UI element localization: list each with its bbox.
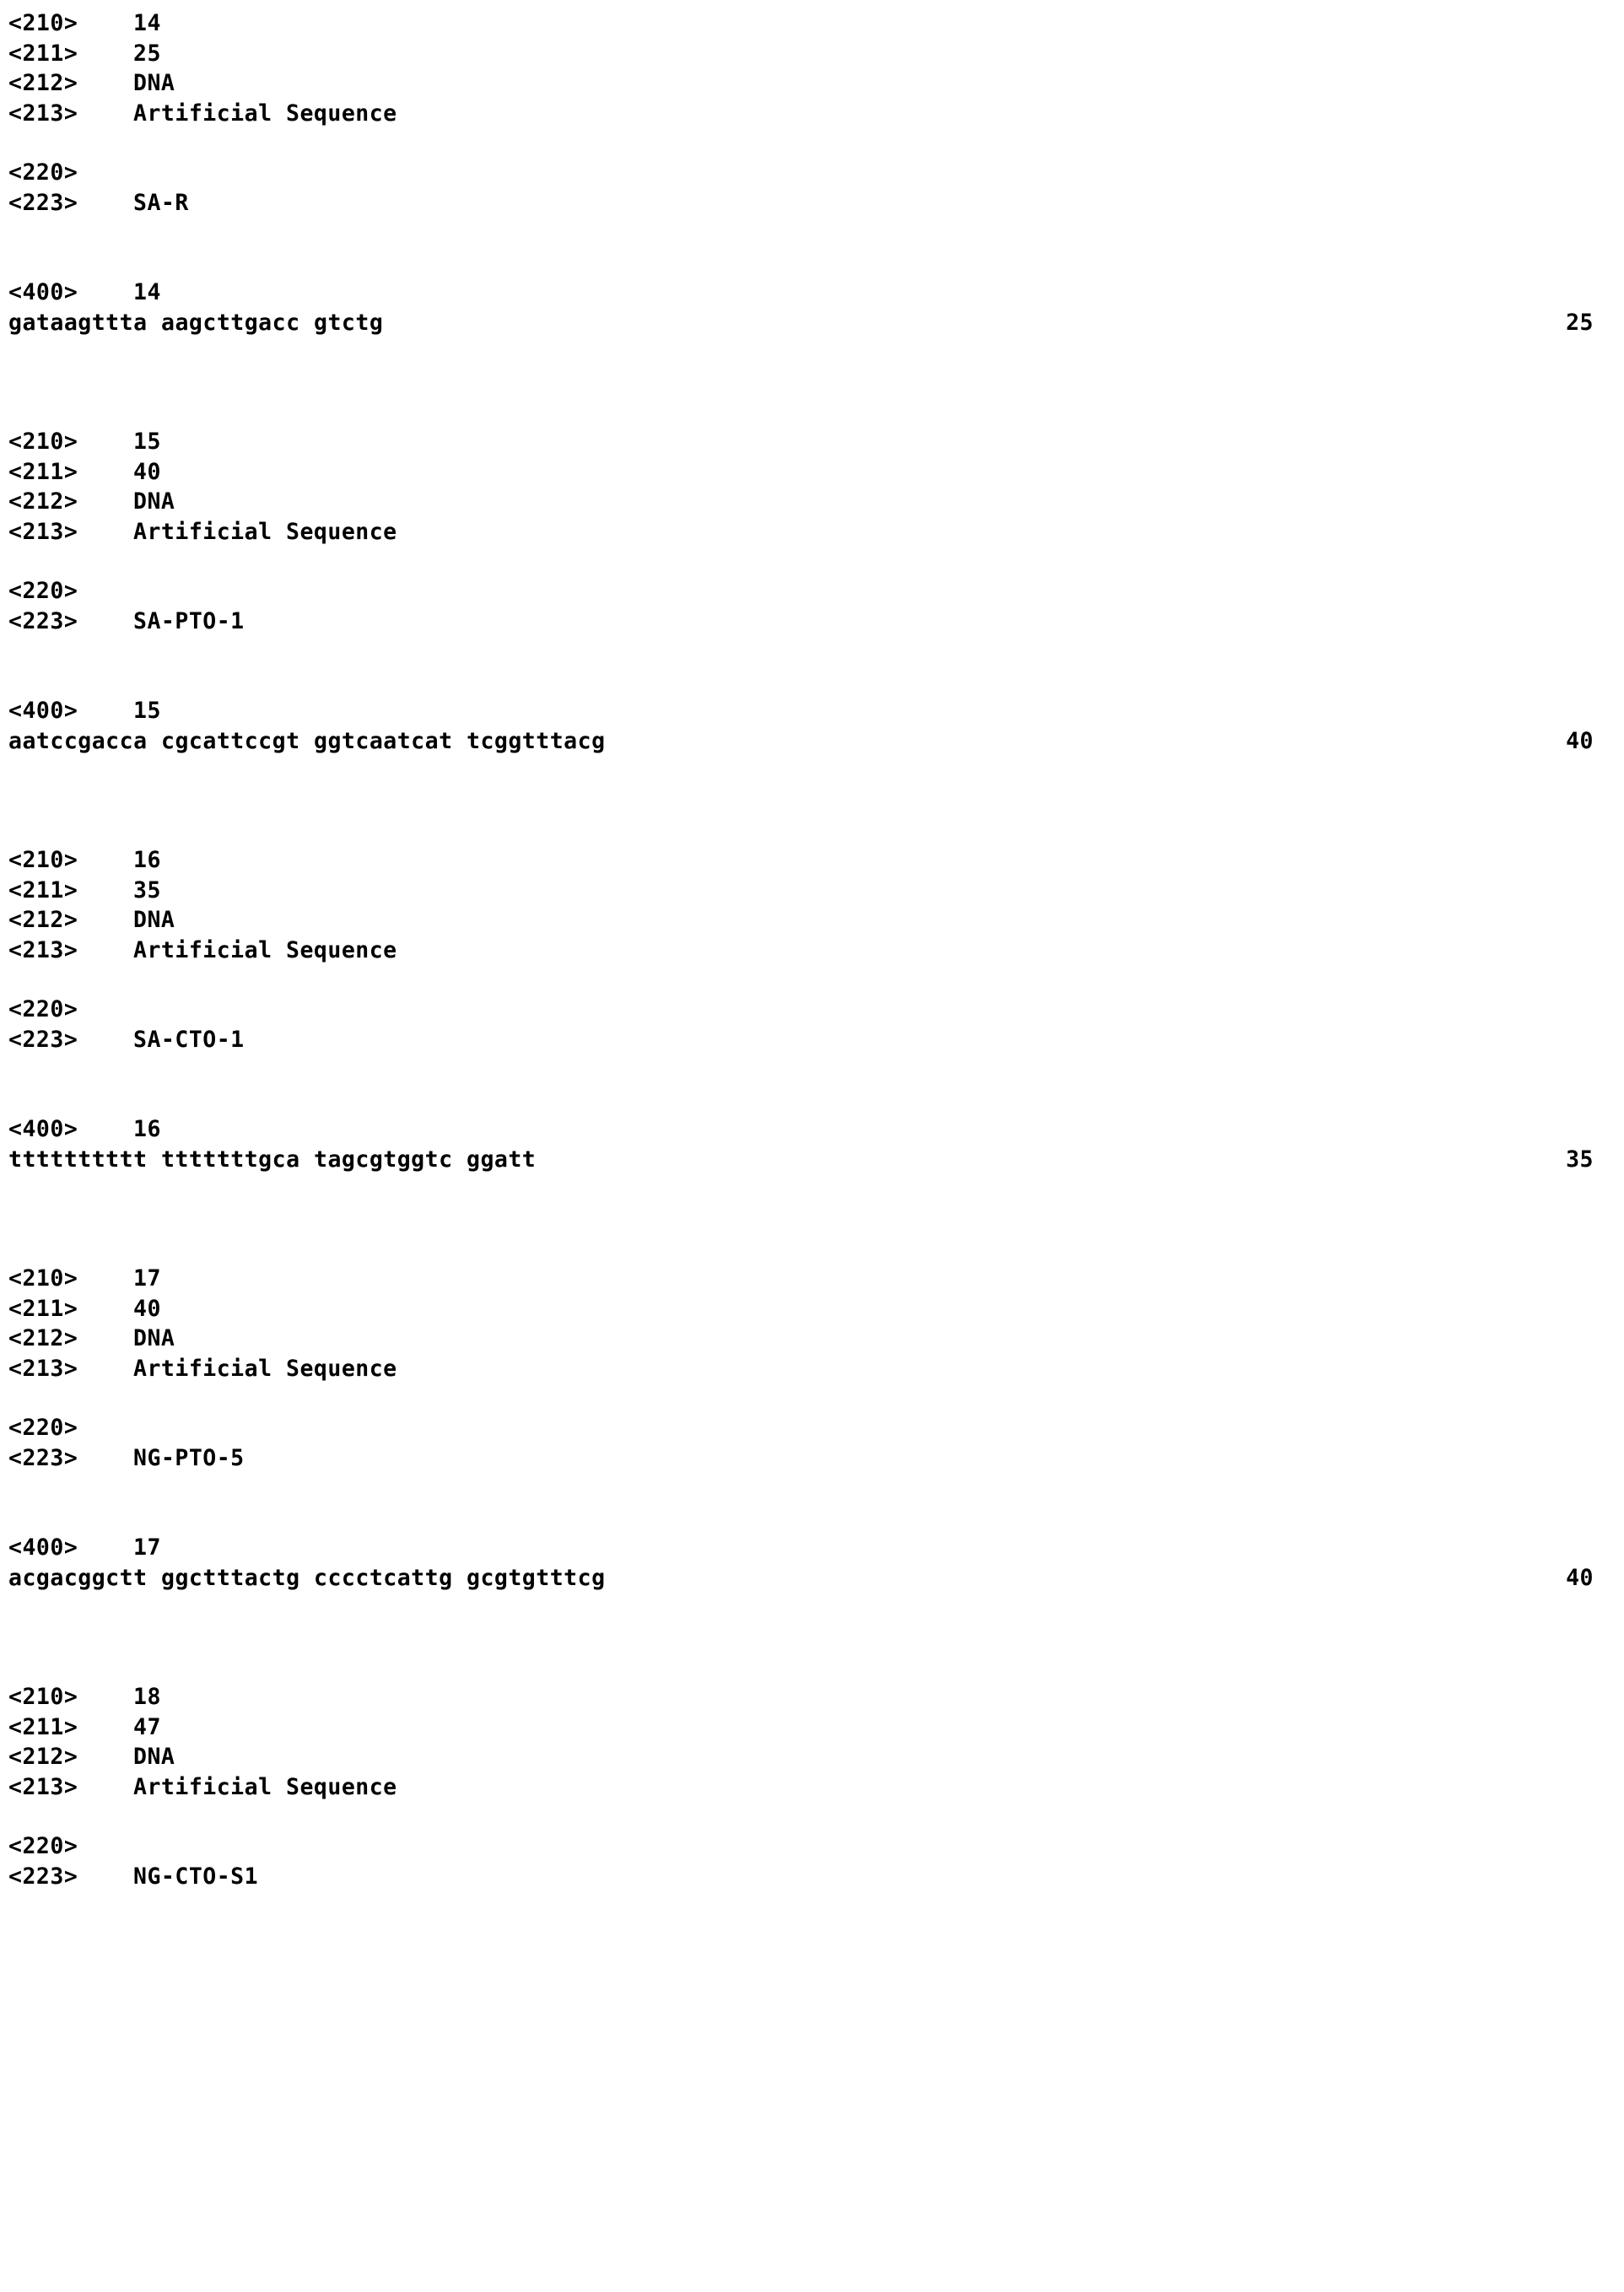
sequence-entry <box>8 427 1599 756</box>
feature-tag: <220> <box>8 1833 78 1859</box>
organism-value: Artificial Sequence <box>133 100 397 127</box>
numeric-id-value: 16 <box>133 847 161 873</box>
blank-line <box>8 1054 1599 1114</box>
feature-line <box>8 995 1599 1025</box>
sequence-tag: <400> <box>8 1534 78 1561</box>
sequence-length-value: 35 <box>1566 1146 1594 1173</box>
other-info-tag: <223> <box>8 189 78 216</box>
sequence-number: 16 <box>133 1116 161 1142</box>
other-info-line <box>8 607 1599 637</box>
other-info-line <box>8 1862 1599 1892</box>
organism-value: Artificial Sequence <box>133 1355 397 1382</box>
molecule-type-line <box>8 905 1599 936</box>
numeric-id-tag: <210> <box>8 847 78 873</box>
feature-line <box>8 1413 1599 1443</box>
type-tag: <212> <box>8 1325 78 1351</box>
length-tag: <211> <box>8 40 78 67</box>
blank-line <box>8 1473 1599 1533</box>
numeric-identifier-line <box>8 427 1599 457</box>
sequence-text: tttttttttt tttttttgca tagcgtggtc ggatt <box>8 1146 537 1173</box>
organism-tag: <213> <box>8 936 78 963</box>
molecule-type-value: DNA <box>133 1744 175 1770</box>
organism-tag: <213> <box>8 1355 78 1382</box>
other-info-tag: <223> <box>8 1026 78 1053</box>
organism-value: Artificial Sequence <box>133 518 397 545</box>
sequence-length-value: 25 <box>1566 309 1594 336</box>
feature-tag: <220> <box>8 578 78 604</box>
sequence-number: 15 <box>133 698 161 724</box>
organism-tag: <213> <box>8 1773 78 1800</box>
entry-gap <box>8 756 1599 845</box>
feature-line <box>8 1831 1599 1862</box>
type-tag: <212> <box>8 488 78 515</box>
molecule-type-value: DNA <box>133 70 175 96</box>
type-tag: <212> <box>8 1744 78 1770</box>
numeric-identifier-line <box>8 845 1599 876</box>
other-info-tag: <223> <box>8 1444 78 1471</box>
other-info-line <box>8 1443 1599 1474</box>
feature-tag: <220> <box>8 159 78 186</box>
other-info-tag: <223> <box>8 607 78 634</box>
sequence-line <box>8 1145 1599 1175</box>
numeric-identifier-line <box>8 1682 1599 1712</box>
feature-line <box>8 158 1599 188</box>
numeric-id-tag: <210> <box>8 429 78 455</box>
length-value: 47 <box>133 1713 161 1740</box>
organism-tag: <213> <box>8 100 78 127</box>
other-info-value: NG-CTO-S1 <box>133 1863 259 1890</box>
feature-tag: <220> <box>8 996 78 1022</box>
sequence-line <box>8 726 1599 757</box>
sequence-number: 17 <box>133 1534 161 1561</box>
blank-line <box>8 128 1599 158</box>
numeric-id-value: 17 <box>133 1265 161 1292</box>
other-info-tag: <223> <box>8 1863 78 1890</box>
sequence-header-line <box>8 696 1599 726</box>
sequence-header-line <box>8 1533 1599 1563</box>
molecule-type-line <box>8 68 1599 99</box>
sequence-entry <box>8 8 1599 337</box>
numeric-id-value: 14 <box>133 10 161 36</box>
molecule-type-line <box>8 487 1599 517</box>
length-line <box>8 457 1599 488</box>
numeric-id-value: 18 <box>133 1684 161 1710</box>
organism-value: Artificial Sequence <box>133 1773 397 1800</box>
other-info-value: SA-CTO-1 <box>133 1026 245 1053</box>
numeric-id-tag: <210> <box>8 1684 78 1710</box>
length-line <box>8 876 1599 906</box>
other-info-value: NG-PTO-5 <box>133 1444 245 1471</box>
molecule-type-value: DNA <box>133 907 175 933</box>
type-tag: <212> <box>8 907 78 933</box>
length-value: 25 <box>133 40 161 67</box>
other-info-line <box>8 1025 1599 1055</box>
sequence-text: aatccgacca cgcattccgt ggtcaatcat tcggtttacg <box>8 727 606 754</box>
sequence-number: 14 <box>133 279 161 305</box>
sequence-text: gataagttta aagcttgacc gtctg <box>8 309 384 336</box>
numeric-identifier-line <box>8 8 1599 39</box>
numeric-identifier-line <box>8 1264 1599 1294</box>
molecule-type-value: DNA <box>133 1325 175 1351</box>
entry-gap <box>8 1593 1599 1682</box>
sequence-text: acgacggctt ggctttactg cccctcattg gcgtgtttcg <box>8 1564 606 1591</box>
blank-line <box>8 547 1599 576</box>
sequence-line <box>8 308 1599 338</box>
sequence-entry <box>8 845 1599 1174</box>
blank-line <box>8 1383 1599 1413</box>
feature-tag: <220> <box>8 1415 78 1441</box>
length-line <box>8 39 1599 69</box>
molecule-type-line <box>8 1324 1599 1354</box>
sequence-entry <box>8 1264 1599 1593</box>
length-value: 35 <box>133 876 161 903</box>
organism-value: Artificial Sequence <box>133 936 397 963</box>
length-value: 40 <box>133 1295 161 1322</box>
organism-line <box>8 1772 1599 1803</box>
sequence-header-line <box>8 278 1599 308</box>
sequence-header-line <box>8 1114 1599 1145</box>
length-tag: <211> <box>8 458 78 485</box>
organism-line <box>8 99 1599 129</box>
sequence-line <box>8 1563 1599 1594</box>
organism-line <box>8 517 1599 547</box>
other-info-value: SA-PTO-1 <box>133 607 245 634</box>
length-tag: <211> <box>8 1295 78 1322</box>
length-value: 40 <box>133 458 161 485</box>
blank-line <box>8 636 1599 696</box>
sequence-tag: <400> <box>8 1116 78 1142</box>
feature-line <box>8 576 1599 607</box>
entry-gap <box>8 337 1599 427</box>
sequence-tag: <400> <box>8 279 78 305</box>
sequence-length-value: 40 <box>1566 1564 1594 1591</box>
entry-gap <box>8 1174 1599 1264</box>
molecule-type-line <box>8 1742 1599 1772</box>
blank-line <box>8 965 1599 995</box>
sequence-length-value: 40 <box>1566 727 1594 754</box>
blank-line <box>8 1802 1599 1831</box>
length-line <box>8 1294 1599 1324</box>
other-info-line <box>8 188 1599 218</box>
numeric-id-value: 15 <box>133 429 161 455</box>
sequence-tag: <400> <box>8 698 78 724</box>
sequence-entry <box>8 1682 1599 1891</box>
organism-line <box>8 1354 1599 1384</box>
numeric-id-tag: <210> <box>8 1265 78 1292</box>
length-tag: <211> <box>8 1713 78 1740</box>
length-line <box>8 1712 1599 1743</box>
other-info-value: SA-R <box>133 189 189 216</box>
numeric-id-tag: <210> <box>8 10 78 36</box>
organism-tag: <213> <box>8 518 78 545</box>
molecule-type-value: DNA <box>133 488 175 515</box>
type-tag: <212> <box>8 70 78 96</box>
length-tag: <211> <box>8 876 78 903</box>
organism-line <box>8 936 1599 966</box>
blank-line <box>8 218 1599 278</box>
